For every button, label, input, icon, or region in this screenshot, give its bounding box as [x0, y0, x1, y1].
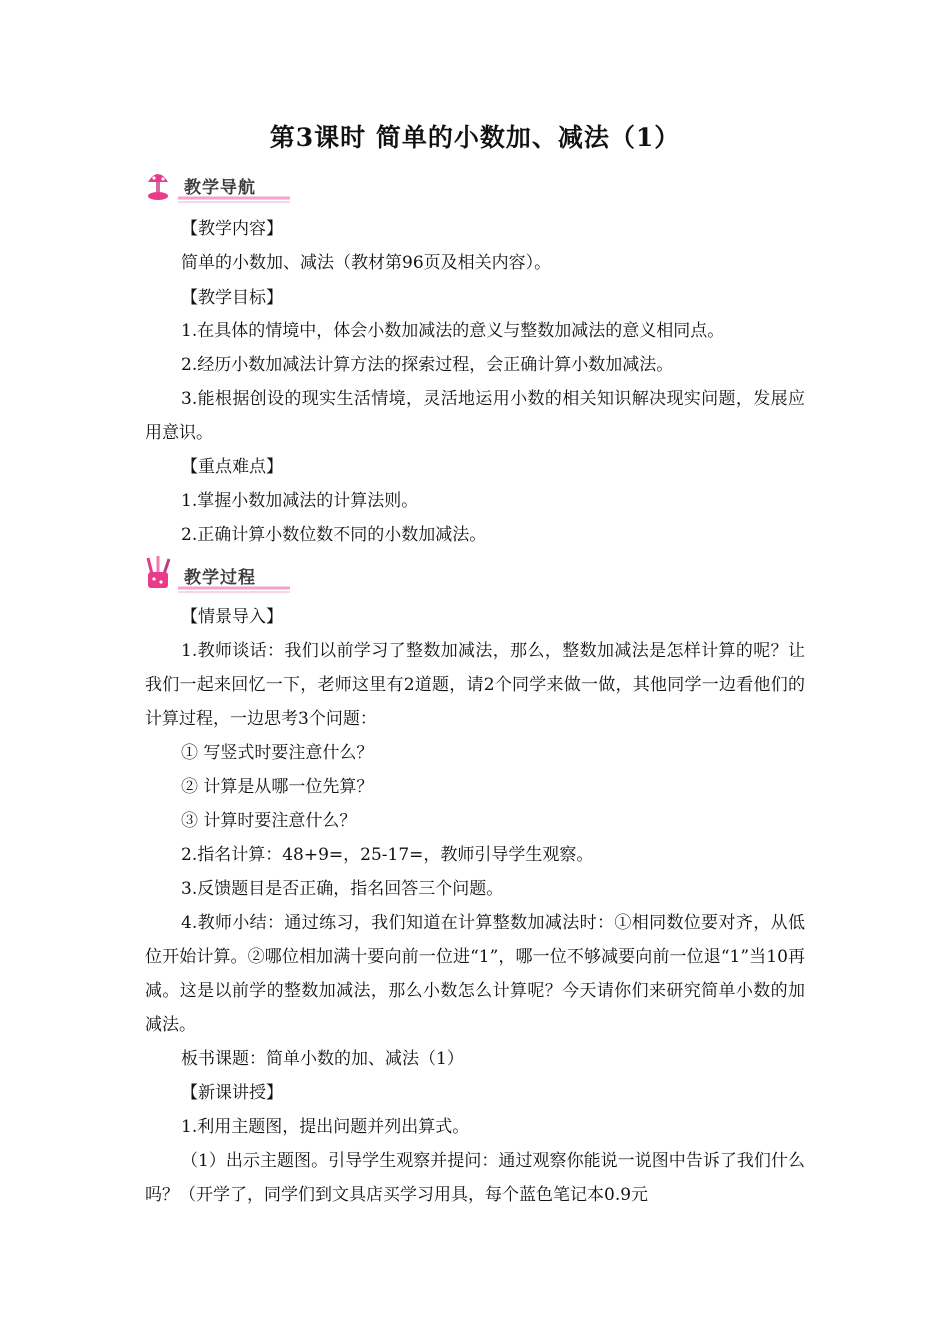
teaching-nav-banner: [140, 164, 300, 206]
banner-label-nav: 教学导航: [184, 178, 256, 198]
intro-4: 4.教师小结：通过练习，我们知道在计算整数加减法时：①相同数位要对齐，从低位开始计算。②哪位相加满十要向前一位进“1”，哪一位不够减要向前一位退“1”当10再减。这是以前学的整数加减法，那么小数怎么计算呢？今天请你们来研究简单小数的加减法。: [145, 913, 805, 1035]
teaching-process-banner: [140, 554, 300, 596]
heading-content: 【教学内容】: [181, 219, 283, 239]
heading-goals: 【教学目标】: [181, 288, 283, 308]
key-1: 1.掌握小数加减法的计算法则。: [181, 491, 419, 511]
banner-label-process: 教学过程: [184, 568, 256, 588]
board-title: 板书课题：简单小数的加、减法（1）: [181, 1049, 464, 1069]
question-1: ① 写竖式时要注意什么？: [181, 743, 374, 763]
question-2: ② 计算是从哪一位先算？: [181, 777, 374, 797]
heading-key: 【重点难点】: [181, 457, 283, 477]
goal-2: 2.经历小数加减法计算方法的探索过程，会正确计算小数加减法。: [181, 355, 674, 375]
intro-3: 3.反馈题目是否正确，指名回答三个问题。: [181, 879, 504, 899]
new-2: （1）出示主题图。引导学生观察并提问：通过观察你能说一说图中告诉了我们什么吗？（开学了，同学们到文具店买学习用具，每个蓝色笔记本0.9元: [145, 1151, 805, 1205]
goal-1: 1.在具体的情境中，体会小数加减法的意义与整数加减法的意义相同点。: [181, 321, 725, 341]
heading-intro: 【情景导入】: [181, 607, 283, 627]
page-title: 第3课时 简单的小数加、减法（1）: [269, 123, 681, 152]
new-1: 1.利用主题图，提出问题并列出算式。: [181, 1117, 470, 1137]
content-text: 简单的小数加、减法（教材第96页及相关内容）。: [181, 253, 552, 273]
intro-2: 2.指名计算：48+9=，25-17=，教师引导学生观察。: [181, 845, 594, 865]
intro-1: 1.教师谈话：我们以前学习了整数加减法，那么，整数加减法是怎样计算的呢？让我们一起来回忆一下，老师这里有2道题，请2个同学来做一做，其他同学一边看他们的计算过程，一边思考3个问题：: [145, 641, 805, 729]
question-3: ③ 计算时要注意什么？: [181, 811, 357, 831]
key-2: 2.正确计算小数位数不同的小数加减法。: [181, 525, 487, 545]
goal-3: 3.能根据创设的现实生活情境，灵活地运用小数的相关知识解决现实问题，发展应用意识。: [145, 389, 805, 443]
heading-new-lesson: 【新课讲授】: [181, 1083, 283, 1103]
